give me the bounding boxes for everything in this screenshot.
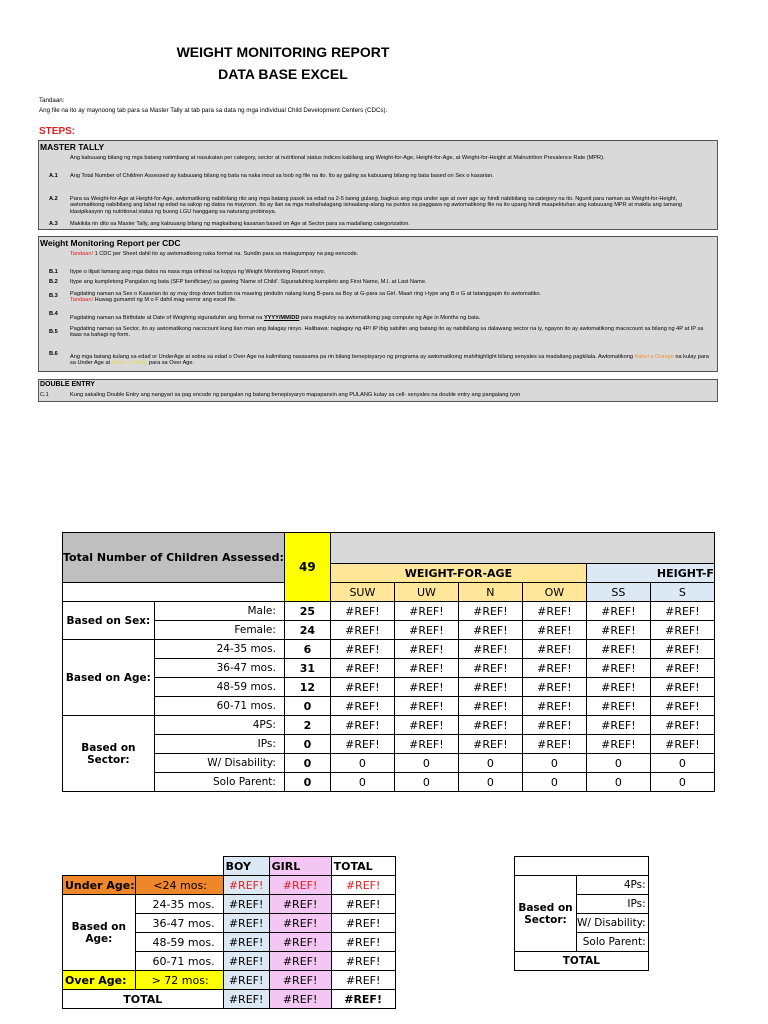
double-entry-box <box>38 379 718 402</box>
row-label: 48-59 mos. <box>135 933 223 952</box>
item-text <box>70 315 713 321</box>
wmr-cdc-tandaan <box>70 251 713 257</box>
age-sex-table <box>62 856 396 1009</box>
sector-table <box>514 856 649 971</box>
row-value[interactable]: 0 <box>284 754 330 773</box>
master-tally-heading: MASTER TALLY <box>40 142 105 152</box>
group-label-sector: Based on Sector: <box>515 876 577 952</box>
blank-cell <box>63 583 285 602</box>
steps-label: STEPS: <box>39 126 76 137</box>
report-title: WEIGHT MONITORING REPORT <box>176 44 390 60</box>
data-cell[interactable]: #REF! <box>458 735 522 754</box>
group-label-sex: Based on Sex: <box>63 602 155 640</box>
data-cell[interactable]: #REF! <box>458 640 522 659</box>
height-for-age-header: HEIGHT-F <box>586 564 714 583</box>
data-cell[interactable]: #REF! <box>586 602 650 621</box>
tandaan-text: 1 CDC per Sheet dahil ito ay awtomatikong naka format na. Sundin para sa matagumpay na pag eencode. <box>94 251 359 257</box>
data-cell[interactable]: 0 <box>458 754 522 773</box>
item-text-before: Ang mga batang kulang sa edad or UnderAge at sobra sa edad o Over Age na kalimitang nasasama pa rin bilang benepisyaryo ng programa ay awtomatikong mahihighlight bilang senyales sa madaliang pagkilala. Awtomatikong <box>70 354 635 360</box>
report-subtitle: DATA BASE EXCEL <box>218 66 348 82</box>
row-value[interactable]: 2 <box>284 716 330 735</box>
data-cell[interactable]: #REF! <box>586 735 650 754</box>
row-label: IPs: <box>154 735 284 754</box>
data-cell[interactable]: #REF! <box>331 971 395 990</box>
data-cell[interactable]: #REF! <box>650 716 714 735</box>
data-cell[interactable]: #REF! <box>586 716 650 735</box>
data-cell[interactable]: #REF! <box>394 621 458 640</box>
total-row-label: TOTAL <box>515 952 649 971</box>
row-label: IPs: <box>577 895 649 914</box>
item-label: B.6 <box>49 351 58 357</box>
data-cell[interactable]: #REF! <box>650 640 714 659</box>
data-cell[interactable]: #REF! <box>458 621 522 640</box>
item-text: Kung sakaling Double Entry ang nangyari sa pag encode ng pangalan ng batang benepisyaryo mapapansin ang PULANG kulay sa cell- senyales na double entry ang pangalang iyon <box>70 392 521 398</box>
wmr-cdc-box <box>38 236 718 372</box>
dilaw-text: Dilaw o Yellow <box>111 360 148 367</box>
wmr-cdc-heading: Weight Monitoring Report per CDC <box>40 238 181 248</box>
data-cell[interactable]: #REF! <box>331 895 395 914</box>
item-label: B.5 <box>49 329 58 335</box>
item-text: Para sa Weight-for-Age at Height-for-Age, awtomatikong nabibilang rito ang mga batang pasok sa edad na 2-5 taong gulang, bagkus ang mga under age at over age ay hindi nabibilang sa category na ito. Ngunit para naman sa Weight-for-Height, awtomatikong nabibilang ang lahat ng edad na sakop ng datos na mayroon. Ito ay ilan sa mga mahahalagang isinaalang-alang na puntos sa paggawa ng awtomatikong file na ito upang hindi maapektuhan ang kabuuang MPR at makita ang tamang klasipikasyon ng nutritional status ng buong LGU hanggang sa naturang probinsya. <box>70 196 683 215</box>
data-cell[interactable]: #REF! <box>650 602 714 621</box>
col-header-girl: GIRL <box>269 857 331 876</box>
col-header-uw: UW <box>394 583 458 602</box>
master-tally-intro: Ang kabuuang bilang ng mga batang natimbang at nasukatan per category, sector at nutritional status indices kabilang ang Weight-for-Age, Height-for-Age, at Weight-for-Height at Malnutrition Prevalence Rate (MPR). <box>70 155 605 161</box>
item-text <box>70 291 713 304</box>
col-header-boy: BOY <box>223 857 269 876</box>
data-cell[interactable]: 0 <box>650 754 714 773</box>
data-cell[interactable]: #REF! <box>586 697 650 716</box>
row-value[interactable]: 24 <box>284 621 330 640</box>
data-cell[interactable]: 0 <box>330 773 394 792</box>
row-label: W/ Disability: <box>154 754 284 773</box>
item-text-after: para magtuloy sa awtomatikong pag compute ng Age in Months ng bata. <box>299 315 481 321</box>
over-age-range: > 72 mos: <box>135 971 223 990</box>
data-cell[interactable]: #REF! <box>330 659 394 678</box>
data-cell[interactable]: #REF! <box>394 659 458 678</box>
item-text-main: Pagdating naman sa Sex o Kasarian ito ay may drop down button na maaring pindutin nalang kung B-para sa Boy at G-para sa Girl. Maari ring i-type ang B o G at tatanggapin ito awtomatiko. <box>70 291 542 297</box>
data-cell[interactable]: #REF! <box>331 990 395 1009</box>
under-age-label: Under Age: <box>63 876 136 895</box>
tandaan-text: Huwag gumamit ng M o F dahil mag eerror ang excel file. <box>94 297 237 304</box>
tandaan-text: Ang file na ito ay maynoong tab para sa Master Tally at tab para sa data ng mga individual Child Development Centers (CDCs). <box>39 107 388 114</box>
item-label: A.2 <box>49 196 58 202</box>
data-cell[interactable]: #REF! <box>330 621 394 640</box>
row-label: 60-71 mos. <box>135 952 223 971</box>
row-label: 24-35 mos. <box>135 895 223 914</box>
data-cell[interactable]: #REF! <box>330 640 394 659</box>
data-cell[interactable]: 0 <box>330 754 394 773</box>
data-cell[interactable]: #REF! <box>331 933 395 952</box>
row-label: 48-59 mos. <box>154 678 284 697</box>
data-cell[interactable]: #REF! <box>522 697 586 716</box>
data-cell[interactable]: #REF! <box>331 876 395 895</box>
data-cell[interactable]: #REF! <box>269 914 331 933</box>
col-header-ow: OW <box>522 583 586 602</box>
tandaan-label: Tandaan! <box>70 251 94 257</box>
data-cell[interactable]: #REF! <box>522 659 586 678</box>
item-text: Itype o ilipat lamang ang mga datos na nasa mga orihinal na kopya ng Weight Monitoring Report ninyo. <box>70 269 326 275</box>
data-cell[interactable]: #REF! <box>650 678 714 697</box>
data-cell[interactable]: #REF! <box>522 621 586 640</box>
row-label: Male: <box>154 602 284 621</box>
row-label: 4Ps: <box>577 876 649 895</box>
data-cell[interactable]: 0 <box>522 754 586 773</box>
data-cell[interactable]: #REF! <box>330 735 394 754</box>
data-cell[interactable]: 0 <box>586 754 650 773</box>
over-age-label: Over Age: <box>63 971 136 990</box>
item-label: B.4 <box>49 311 58 317</box>
data-cell[interactable]: 0 <box>394 773 458 792</box>
data-cell[interactable]: 0 <box>650 773 714 792</box>
row-label: Solo Parent: <box>154 773 284 792</box>
item-label: A.1 <box>49 173 58 179</box>
col-header-suw: SUW <box>330 583 394 602</box>
total-children-label: Total Number of Children Assessed: <box>63 533 285 583</box>
data-cell[interactable]: 0 <box>458 773 522 792</box>
data-cell[interactable]: #REF! <box>394 640 458 659</box>
data-cell[interactable]: #REF! <box>458 602 522 621</box>
row-label: 36-47 mos. <box>154 659 284 678</box>
data-cell[interactable]: #REF! <box>650 659 714 678</box>
data-cell[interactable]: #REF! <box>223 876 269 895</box>
master-tally-box <box>38 140 718 230</box>
master-tally-table <box>62 532 715 792</box>
data-cell[interactable]: #REF! <box>269 876 331 895</box>
row-label: Female: <box>154 621 284 640</box>
data-cell[interactable]: #REF! <box>650 697 714 716</box>
blank-header-cell <box>330 533 714 564</box>
data-cell[interactable]: #REF! <box>394 735 458 754</box>
tandaan-label: Tandaan! <box>70 297 94 304</box>
data-cell[interactable]: #REF! <box>269 971 331 990</box>
weight-for-age-header: WEIGHT-FOR-AGE <box>330 564 586 583</box>
data-cell[interactable]: #REF! <box>223 914 269 933</box>
group-label-age: Based on Age: <box>63 895 136 971</box>
row-label: 60-71 mos. <box>154 697 284 716</box>
group-label-age: Based on Age: <box>63 640 155 716</box>
data-cell[interactable]: #REF! <box>522 602 586 621</box>
blank-cell <box>63 857 224 876</box>
item-text <box>70 354 713 367</box>
data-cell[interactable]: 0 <box>586 773 650 792</box>
col-header-ss: SS <box>586 583 650 602</box>
blank-cell <box>515 857 649 876</box>
data-cell[interactable]: #REF! <box>650 735 714 754</box>
data-cell[interactable]: #REF! <box>394 602 458 621</box>
date-format: YYYY/MM/DD <box>263 315 300 321</box>
data-cell[interactable]: #REF! <box>394 716 458 735</box>
data-cell[interactable]: 0 <box>522 773 586 792</box>
row-value[interactable]: 25 <box>284 602 330 621</box>
data-cell[interactable]: #REF! <box>269 990 331 1009</box>
data-cell[interactable]: 0 <box>394 754 458 773</box>
row-value[interactable]: 0 <box>284 773 330 792</box>
group-label-sector: Based on Sector: <box>63 716 155 792</box>
item-text: Makikita rin dito sa Master Tally, ang kabuuang bilang ng magkaibang kasarian based on Age at Sector para sa madaliang categorization. <box>70 221 410 227</box>
data-cell[interactable]: #REF! <box>458 659 522 678</box>
row-label: 36-47 mos. <box>135 914 223 933</box>
data-cell[interactable]: #REF! <box>394 678 458 697</box>
row-label: 4PS: <box>154 716 284 735</box>
item-text: Pagdating naman sa Sector, ito ay awtomatikong nacocount kung ilan man ang ilalagay ninyo. Halibawa: naglagay ng 4P/ IP ibig sabihin ang batang ito ay nabibilang sa dalawang sector na iy, ngayon ito ay awtomatikong macocount sa bilang ng 4P at IP sa itaas na bahagi ng form. <box>70 326 704 339</box>
data-cell[interactable]: #REF! <box>586 621 650 640</box>
data-cell[interactable]: #REF! <box>269 895 331 914</box>
row-value[interactable]: 6 <box>284 640 330 659</box>
data-cell[interactable]: #REF! <box>586 640 650 659</box>
item-text-mid: na kulay para sa Under Age at <box>70 354 709 367</box>
under-age-range: <24 mos: <box>135 876 223 895</box>
data-cell[interactable]: #REF! <box>331 914 395 933</box>
total-row-label: TOTAL <box>63 990 224 1009</box>
item-label: C.1 <box>40 392 49 398</box>
data-cell[interactable]: #REF! <box>394 697 458 716</box>
data-cell[interactable]: #REF! <box>650 621 714 640</box>
data-cell[interactable]: #REF! <box>269 952 331 971</box>
total-children-value[interactable]: 49 <box>284 533 330 602</box>
data-cell[interactable]: #REF! <box>223 990 269 1009</box>
data-cell[interactable]: #REF! <box>330 678 394 697</box>
data-cell[interactable]: #REF! <box>269 933 331 952</box>
data-cell[interactable]: #REF! <box>223 971 269 990</box>
data-cell[interactable]: #REF! <box>522 640 586 659</box>
row-label: W/ Disability: <box>577 914 649 933</box>
row-label: 24-35 mos. <box>154 640 284 659</box>
data-cell[interactable]: #REF! <box>458 697 522 716</box>
data-cell[interactable]: #REF! <box>330 697 394 716</box>
data-cell[interactable]: #REF! <box>458 716 522 735</box>
data-cell[interactable]: #REF! <box>522 678 586 697</box>
item-label: A.3 <box>49 221 58 227</box>
item-label: B.2 <box>49 279 58 285</box>
row-value[interactable]: 31 <box>284 659 330 678</box>
tandaan-label: Tandaan: <box>39 97 65 104</box>
data-cell[interactable]: #REF! <box>522 735 586 754</box>
kahel-text: Kahel o Orange <box>634 354 674 360</box>
data-cell[interactable]: #REF! <box>522 716 586 735</box>
data-cell[interactable]: #REF! <box>330 602 394 621</box>
data-cell[interactable]: #REF! <box>331 952 395 971</box>
item-text: Ang Total Number of Children Assessed ay kabuuang bilang ng bata na naka inout sa loob ng file na ito. Ito ay galing sa kabuuang bilang ng bata based on Sex o kasarian. <box>70 173 494 179</box>
data-cell[interactable]: #REF! <box>223 895 269 914</box>
double-entry-heading: DOUBLE ENTRY <box>40 381 95 388</box>
item-text-before: Pagdating naman sa Birthdate at Date of Weighing siguraduhin ang format na <box>70 315 264 321</box>
data-cell[interactable]: #REF! <box>458 678 522 697</box>
item-label: B.1 <box>49 269 58 275</box>
row-label: Solo Parent: <box>577 933 649 952</box>
row-value[interactable]: 0 <box>284 735 330 754</box>
col-header-s: S <box>650 583 714 602</box>
data-cell[interactable]: #REF! <box>586 659 650 678</box>
item-text: Itype ang kumpletong Pangalan ng bata (SFP benificiary) sa gawing 'Name of Child'. Siguraduhing kumpleto ang First Name, M.I. at Last Name. <box>70 279 427 285</box>
row-value[interactable]: 12 <box>284 678 330 697</box>
row-value[interactable]: 0 <box>284 697 330 716</box>
item-text-after: para sa Over Age. <box>147 360 195 367</box>
data-cell[interactable]: #REF! <box>223 952 269 971</box>
item-label: B.3 <box>49 293 58 299</box>
col-header-n: N <box>458 583 522 602</box>
col-header-total: TOTAL <box>331 857 395 876</box>
data-cell[interactable]: #REF! <box>330 716 394 735</box>
data-cell[interactable]: #REF! <box>223 933 269 952</box>
data-cell[interactable]: #REF! <box>586 678 650 697</box>
